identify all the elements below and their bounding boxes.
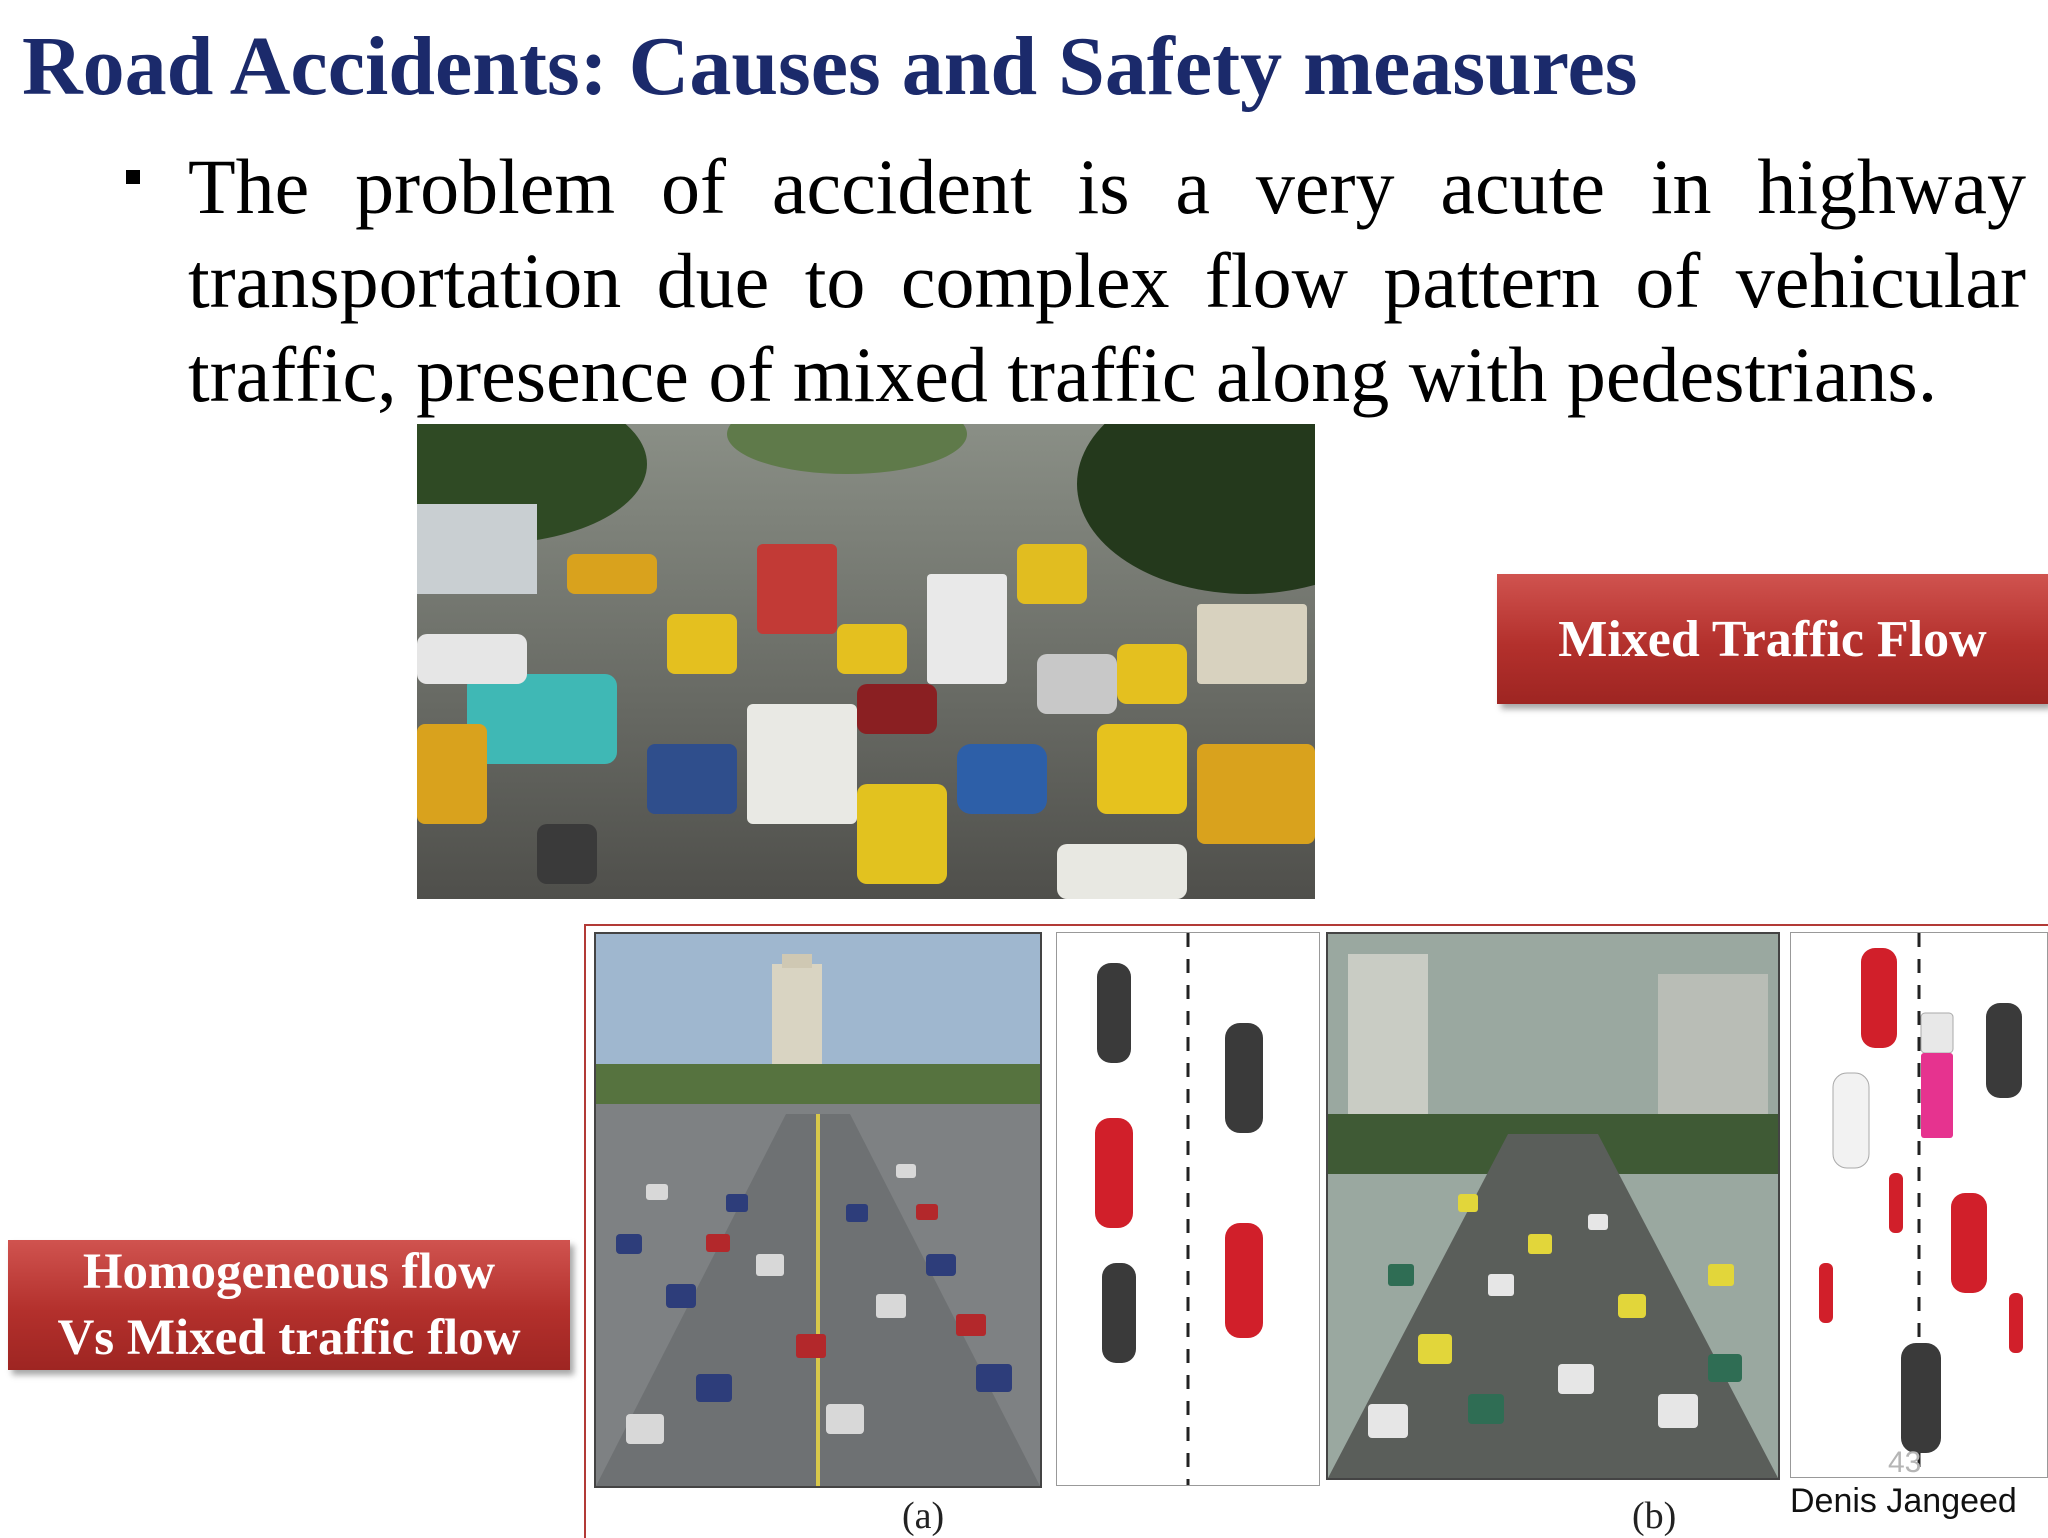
mixed-traffic-photo <box>417 424 1315 899</box>
mixed-urban-traffic-photo <box>1326 932 1780 1480</box>
comparison-figure <box>584 924 2048 1538</box>
figure-label-a: (a) <box>902 1495 945 1537</box>
slide-title: Road Accidents: Causes and Safety measures <box>22 20 1638 113</box>
car-white-icon <box>1833 1073 1869 1168</box>
motorbike-icon <box>1819 1173 2023 1353</box>
homogeneous-lane-diagram <box>1056 932 1320 1486</box>
bullet-text: The problem of accident is a very acute in highway transportation due to complex flow pattern of vehicular traffic, presence of mixed traffic along with pedestrians. <box>188 143 2026 418</box>
bullet-square-icon <box>126 170 140 184</box>
homogeneous-traffic-photo <box>594 932 1042 1488</box>
homo-label-line1: Homogeneous flow <box>82 1244 496 1300</box>
page-number: 43 <box>1888 1446 1922 1479</box>
truck-pink-icon <box>1921 1013 1953 1138</box>
homogeneous-vs-mixed-label <box>8 1240 570 1370</box>
author-name: Denis Jangeed <box>1790 1482 2017 1520</box>
figure-label-b: (b) <box>1632 1495 1677 1537</box>
mixed-lane-diagram <box>1790 932 2048 1478</box>
homo-label-line2: Vs Mixed traffic flow <box>57 1310 521 1366</box>
mixed-traffic-flow-label: Mixed Traffic Flow <box>1497 574 2048 704</box>
